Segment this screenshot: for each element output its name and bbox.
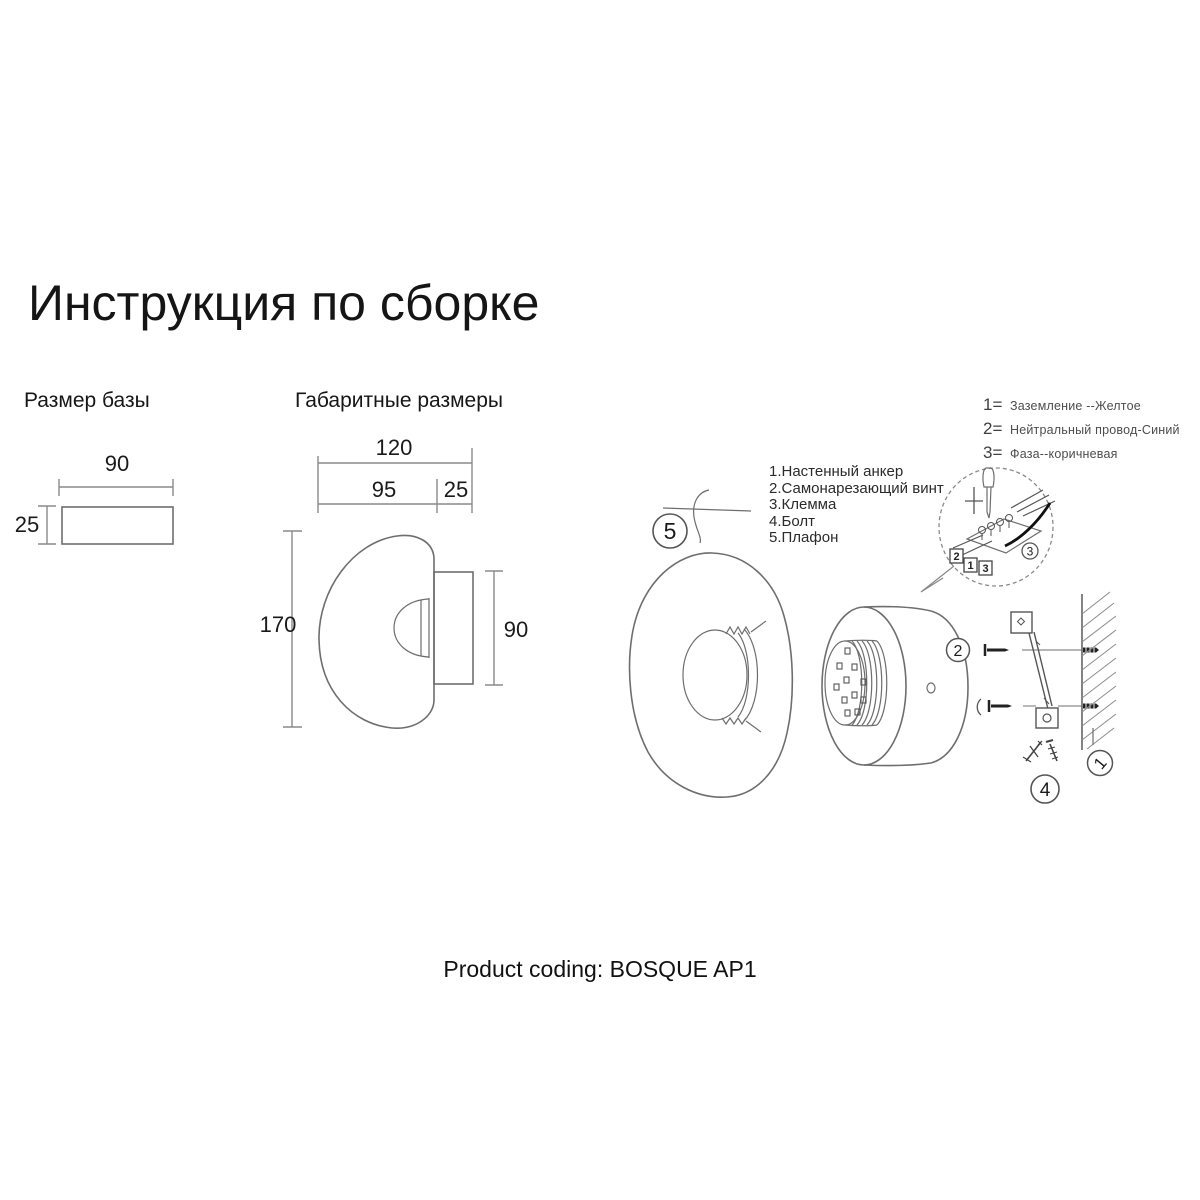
exploded-view (630, 468, 1116, 803)
wire-box-1-num: 1 (967, 560, 974, 572)
lamp-holder-side-view (394, 599, 429, 657)
parts-list-item: 4.Болт (769, 512, 815, 530)
dim-base-width: 90 (104, 451, 130, 476)
base-size-drawing (15, 451, 173, 544)
dim-total-width: 120 (375, 435, 413, 460)
product-code: Product coding: BOSQUE AP1 (443, 956, 757, 982)
legend-text: Заземление --Желтое (1010, 399, 1141, 413)
screw-in-wall-bottom (1083, 704, 1099, 709)
base-plate-outline (62, 507, 173, 544)
legend-text: Фаза--коричневая (1010, 447, 1118, 461)
parts-list-item: 1.Настенный анкер (769, 463, 904, 480)
wall-mounting-assembly (947, 592, 1117, 803)
wall-anchor-icon (1023, 741, 1042, 762)
wall-hatch (1082, 592, 1116, 750)
mounting-bracket (1011, 612, 1058, 728)
spring-mark-top (726, 627, 750, 634)
terminal-detail-balloon (921, 468, 1055, 592)
screw-icon-top (985, 644, 1009, 656)
callout-1: 1 (1090, 753, 1111, 774)
callout-2: 2 (953, 643, 963, 660)
dim-base-height-side: 90 (503, 617, 529, 642)
balloon-tail (921, 566, 954, 592)
base-size-label: Размер базы (24, 389, 150, 412)
dim-base-height: 25 (14, 512, 40, 537)
dim-height: 170 (259, 612, 297, 637)
anchor-screw-icon (1046, 740, 1058, 761)
spring-mark-bottom (722, 718, 746, 724)
page-title: Инструкция по сборке (28, 275, 540, 331)
legend-num: 2= (983, 419, 1003, 438)
legend-num: 3= (983, 443, 1003, 462)
dim-base-depth: 25 (443, 477, 469, 502)
phillips-cross-icon (965, 487, 983, 514)
legend-text: Нейтральный провод-Синий (1010, 423, 1180, 437)
screw-icon-bottom (977, 699, 1012, 715)
shade-opening (683, 621, 766, 732)
lamp-body (822, 607, 968, 766)
callout-4: 4 (1039, 780, 1051, 801)
mounting-hole (927, 683, 935, 693)
overall-size-drawing (260, 435, 529, 728)
screw-in-wall-top (1083, 648, 1099, 653)
legend-num: 1= (983, 395, 1003, 414)
parts-list-item: 3.Клемма (769, 496, 837, 514)
base-side-view (434, 572, 473, 684)
callout-5: 5 (663, 518, 677, 544)
shade-exploded (630, 553, 793, 797)
led-module (825, 640, 887, 726)
parts-list-item: 5.Плафон (769, 529, 839, 547)
callout-3: 3 (1026, 544, 1034, 559)
wire-box-2-num: 2 (953, 551, 960, 563)
overall-size-label: Габаритные размеры (295, 389, 503, 412)
parts-list-item: 2.Самонарезающий винт (769, 479, 944, 497)
dim-shade-width: 95 (371, 477, 397, 502)
shade-side-view (319, 535, 434, 728)
screwdriver-icon (983, 468, 994, 518)
wire-box-3-num: 3 (982, 563, 989, 575)
